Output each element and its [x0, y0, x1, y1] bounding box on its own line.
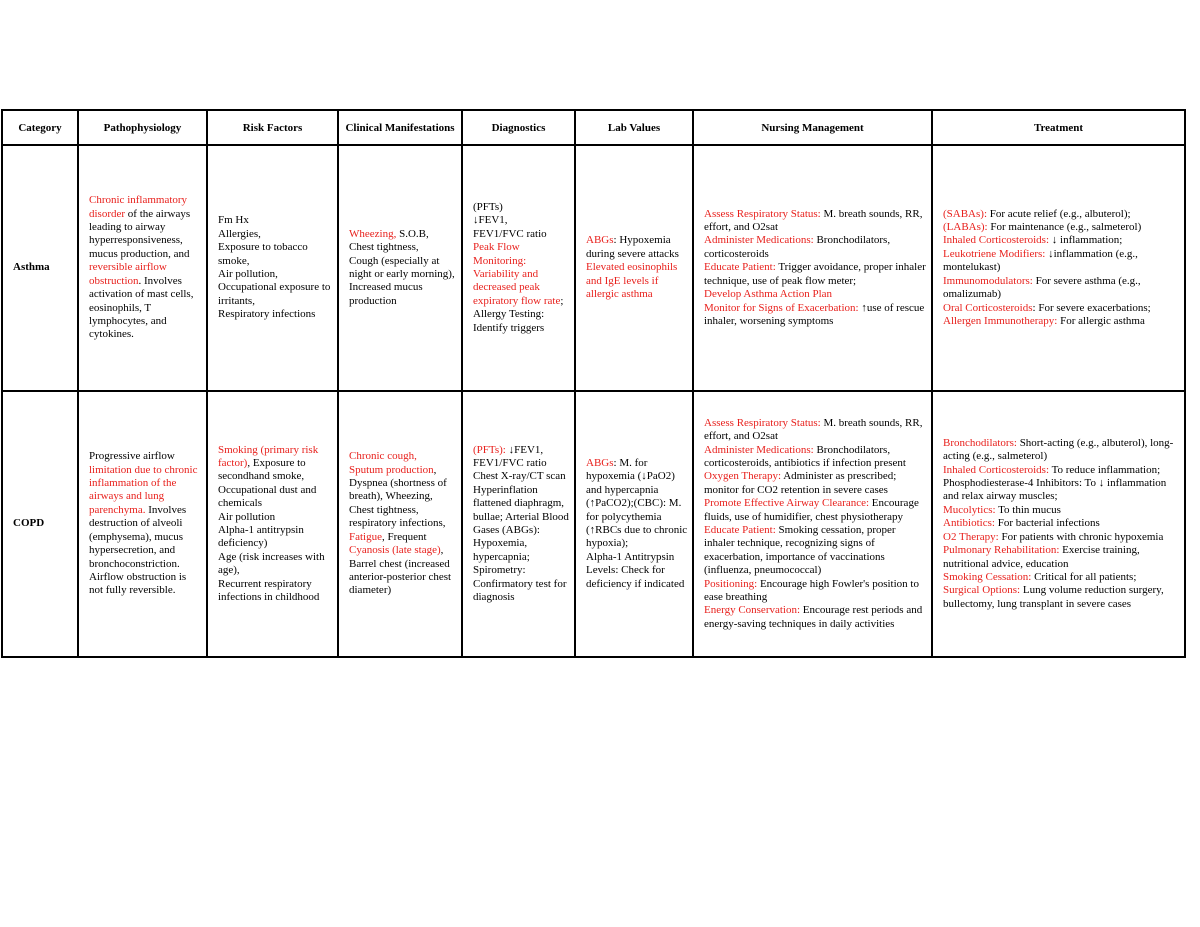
text-run: For acute relief (e.g., albuterol); [989, 207, 1131, 220]
text-run: To reduce inflammation; Phosphodiesterase-4 Inhibitors: To ↓ inflammation and relax airway muscles; [943, 463, 1167, 503]
text-run: Chest X-ray/CT scan [473, 470, 566, 483]
text-run: Administer Medications: [704, 443, 817, 456]
clinical-manifestations-cell [338, 145, 462, 391]
text-run: Alpha-1 antitrypsin deficiency) [218, 524, 304, 550]
text-run: Assess Respiratory Status: [704, 207, 824, 220]
text-run: Smoking cessation, proper inhaler technique, recognizing signs of exacerbation, importance of vaccinations (influenza, pneumococcal) [704, 524, 896, 577]
text-run: For bacterial infections [997, 517, 1100, 530]
text-run: M. breath sounds, RR, effort, and O2sat [704, 416, 923, 443]
comparison-table [1, 109, 1186, 658]
text-run: , [433, 463, 437, 476]
text-run: ↑use of rescue inhaler, worsening symptoms [704, 301, 925, 327]
text-run: Elevated eosinophils and IgE levels if allergic asthma [586, 261, 678, 301]
text-run: limitation due to chronic inflammation of the airways and lung parenchyma. [89, 463, 198, 516]
text-run: Critical for all patients; [1034, 570, 1137, 583]
text-run: Promote Effective Airway Clearance: [704, 497, 872, 510]
risk-factors-cell [207, 391, 338, 657]
text-run: Encourage fluids, use of humidifier, chest physiotherapy [704, 497, 919, 523]
text-run: , Frequent [382, 530, 427, 543]
text-run: Educate Patient: [704, 261, 779, 274]
text-run: ABGs [586, 234, 614, 247]
text-run: Trigger avoidance, proper inhaler technique, use of peak flow meter; [704, 261, 926, 287]
text-run: Barrel chest (increased anterior-posterior chest diameter) [349, 557, 452, 597]
text-run: Bronchodilators, corticosteroids, antibiotics if infection present [704, 443, 906, 469]
text-run: Pulmonary Rehabilitation: [943, 544, 1063, 557]
text-run: (LABAs): [943, 221, 991, 234]
header-diagnostics: Diagnostics [462, 110, 575, 145]
text-run: M. breath sounds, RR, effort, and O2sat [704, 207, 923, 234]
diagnostics-cell [462, 145, 575, 391]
header-pathophysiology: Pathophysiology [78, 110, 207, 145]
text-run: O2 Therapy: [943, 530, 1002, 543]
text-run: Recurrent respiratory infections in childhood [218, 577, 320, 604]
text-run: Allergen Immunotherapy: [943, 314, 1061, 327]
text-run: Chronic inflammatory disorder [89, 194, 188, 220]
clinical-manifestations-cell [338, 391, 462, 657]
lab-values-cell [575, 145, 693, 391]
header-row [2, 110, 1185, 145]
text-run: Involves destruction of alveoli (emphysema), mucus hypersecretion, and bronchoconstriction. Airflow obstruction is not fully reversible. [89, 503, 187, 597]
text-run: Age (risk increases with age), [218, 550, 325, 577]
text-run: Chest tightness, [349, 241, 419, 254]
text-run: Respiratory infections [218, 308, 316, 321]
text-run: Short-acting (e.g., albuterol), long-acting (e.g., salmeterol) [943, 436, 1174, 463]
text-run: ↓FEV1, [473, 214, 508, 227]
text-run: FEV1/FVC ratio [473, 227, 547, 240]
text-run: Cough (especially at night or early morning), Increased mucus production [349, 254, 455, 307]
text-run: ABGs [586, 456, 614, 469]
text-run: Smoking (primary risk factor) [218, 443, 319, 469]
text-run: Smoking Cessation: [943, 570, 1035, 583]
text-run: : Hypoxemia during severe attacks [586, 234, 679, 260]
text-run: Administer as prescribed; monitor for CO2 retention in severe cases [704, 470, 897, 496]
text-run: . Involves activation of mast cells, eosinophils, T lymphocytes, and cytokines. [89, 274, 194, 341]
text-run: Educate Patient: [704, 524, 779, 536]
text-run: Surgical Options: [943, 584, 1023, 597]
text-run: Chest tightness, [349, 503, 419, 516]
table-row-asthma [2, 145, 1185, 391]
text-run: Antibiotics: [943, 517, 998, 530]
text-run: (PFTs) [473, 200, 503, 213]
text-run: Encourage rest periods and energy-saving techniques in daily activities [704, 604, 923, 630]
text-run: of the airways leading to airway hyperresponsiveness, mucus production, and [89, 207, 191, 260]
text-run: Leukotriene Modifiers: [943, 247, 1049, 260]
treatment-cell [932, 391, 1185, 657]
diagnostics-cell [462, 391, 575, 657]
text-run: Lung volume reduction surgery, bullectomy, lung transplant in severe cases [943, 584, 1164, 610]
text-run: Hyperinflation flattened diaphragm, bullae; Arterial Blood Gases (ABGs): Hypoxemia, hypercapnia; [473, 483, 569, 563]
text-run: ↓inflammation (e.g., montelukast) [943, 247, 1138, 274]
text-run: (PFTs): [473, 443, 509, 456]
text-run: FEV1/FVC ratio [473, 456, 547, 469]
text-run: Alpha-1 Antitrypsin Levels: Check for deficiency if indicated [586, 550, 685, 590]
text-run: Air pollution [218, 510, 276, 523]
text-run: respiratory infections, [349, 517, 446, 530]
text-run: , Exposure to secondhand smoke, [218, 456, 306, 483]
header-treatment: Treatment [932, 110, 1185, 145]
text-run: reversible airflow obstruction [89, 261, 167, 287]
text-run: Dyspnea (shortness of breath), Wheezing, [349, 477, 447, 503]
text-run: , [440, 544, 444, 557]
text-run: Occupational dust and chemicals [218, 483, 317, 510]
text-run: Cyanosis (late stage) [349, 544, 441, 557]
text-run: Fatigue [349, 530, 382, 543]
nursing-management-cell [693, 145, 932, 391]
text-run: For severe asthma (e.g., omalizumab) [943, 274, 1141, 301]
text-run: For allergic asthma [1060, 314, 1145, 327]
text-run: Immunomodulators: [943, 274, 1036, 287]
text-run: For patients with chronic hypoxemia [1001, 530, 1164, 543]
text-run: (SABAs): [943, 207, 990, 220]
header-lab-values: Lab Values [575, 110, 693, 145]
text-run: Administer Medications: [704, 234, 817, 247]
text-run: Occupational exposure to irritants, [218, 281, 331, 307]
text-run: Energy Conservation: [704, 604, 803, 617]
text-run: Bronchodilators: [943, 436, 1020, 449]
text-run: ; Allergy Testing: Identify triggers [473, 294, 564, 334]
text-run: Wheezing, [349, 227, 400, 240]
text-run: To thin mucus [998, 503, 1061, 516]
text-run: Sputum production [349, 463, 434, 476]
text-run: Inhaled Corticosteroids: [943, 234, 1052, 247]
text-run: Develop Asthma Action Plan [704, 288, 833, 301]
header-risk-factors: Risk Factors [207, 110, 338, 145]
text-run: : For severe exacerbations; [1032, 301, 1151, 314]
text-run: S.O.B, [399, 227, 429, 240]
text-run: ↓ inflammation; [1051, 234, 1123, 247]
text-run: Fm Hx [218, 214, 249, 227]
header-category: Category [2, 110, 78, 145]
text-run: Assess Respiratory Status: [704, 416, 824, 429]
pathophysiology-cell [78, 391, 207, 657]
text-run: Encourage high Fowler's position to ease breathing [704, 577, 919, 604]
category-cell: Asthma [2, 145, 78, 391]
risk-factors-cell [207, 145, 338, 391]
text-run: Exercise training, nutritional advice, education [943, 544, 1140, 570]
text-run: Bronchodilators, corticosteroids [704, 234, 891, 260]
text-run: Mucolytics: [943, 503, 999, 516]
text-run: Exposure to tobacco smoke, [218, 241, 308, 267]
text-run: : M. for hypoxemia (↓PaO2) and hypercapnia (↑PaCO2);(CBC): M. for polycythemia (↑RBCs due to chronic hypoxia); [586, 456, 688, 550]
text-run: Inhaled Corticosteroids: [943, 463, 1052, 476]
text-run: Spirometry: Confirmatory test for diagnosis [473, 564, 567, 604]
text-run: Oral Corticosteroids [943, 301, 1033, 314]
header-clinical-manifestations: Clinical Manifestations [338, 110, 462, 145]
text-run: Oxygen Therapy: [704, 470, 784, 483]
category-cell: COPD [2, 391, 78, 657]
text-run: Progressive airflow [89, 450, 175, 463]
text-run: Monitor for Signs of Exacerbation: [704, 301, 862, 314]
text-run: Peak Flow Monitoring: Variability and decreased peak expiratory flow rate [473, 241, 561, 307]
text-run: Positioning: [704, 577, 760, 590]
lab-values-cell [575, 391, 693, 657]
text-run: Allergies, [218, 227, 261, 240]
text-run: Air pollution, [218, 268, 278, 280]
nursing-management-cell [693, 391, 932, 657]
text-run: Chronic cough, [349, 450, 417, 463]
pathophysiology-cell [78, 145, 207, 391]
table-row-copd [2, 391, 1185, 657]
treatment-cell [932, 145, 1185, 391]
text-run: ↓FEV1, [508, 443, 544, 456]
header-nursing-management: Nursing Management [693, 110, 932, 145]
text-run: For maintenance (e.g., salmeterol) [990, 221, 1142, 234]
